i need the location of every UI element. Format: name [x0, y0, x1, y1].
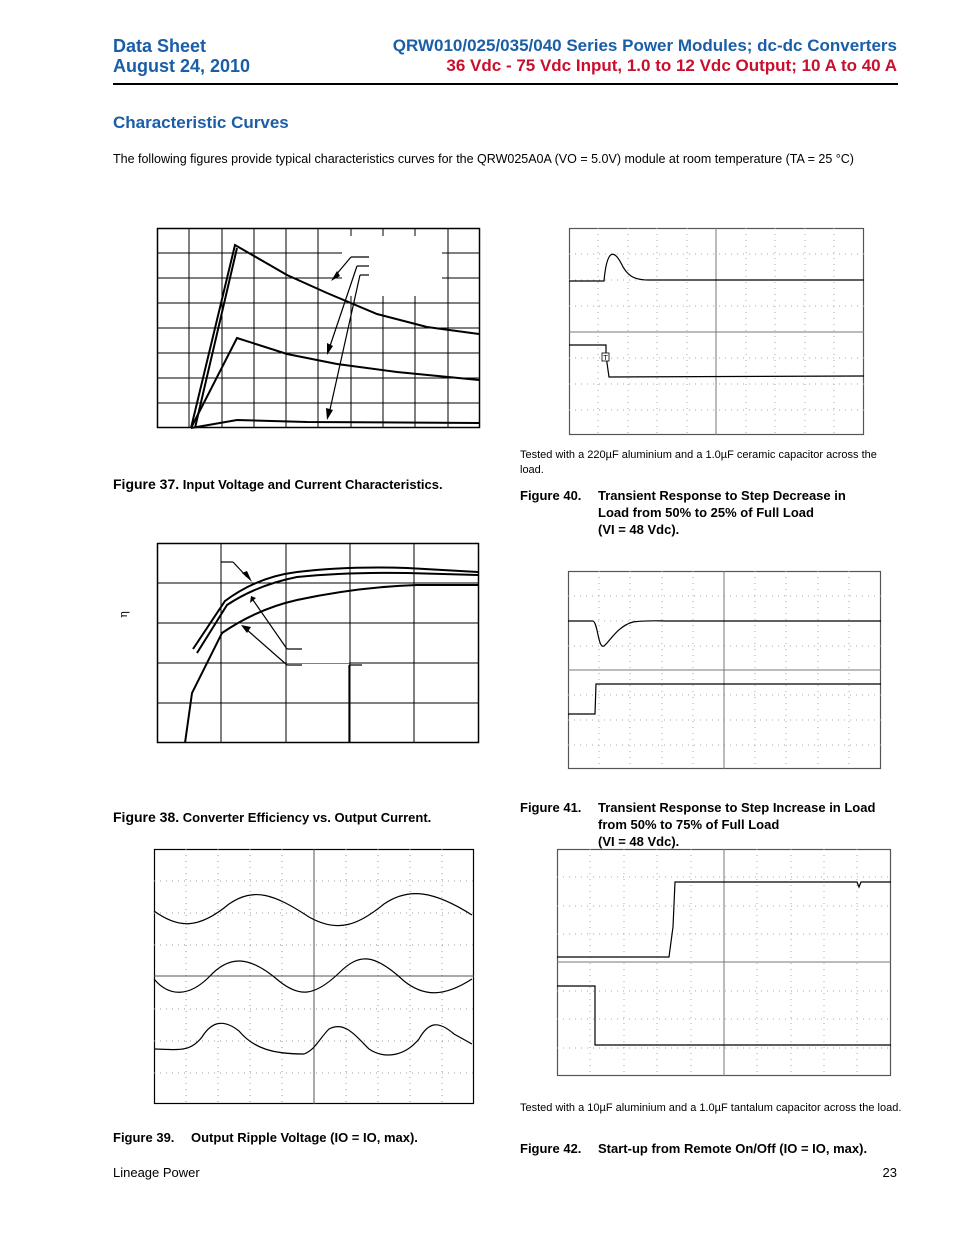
footer-page-number: 23	[882, 1165, 897, 1180]
figure-41-scope	[568, 571, 882, 770]
product-subtitle: 36 Vdc - 75 Vdc Input, 1.0 to 12 Vdc Output; 10 A to 40 A	[446, 56, 897, 75]
figure-39-scope	[154, 849, 475, 1105]
product-title: QRW010/025/035/040 Series Power Modules; dc-dc Converters	[392, 36, 897, 55]
figure-38-chart	[157, 543, 480, 744]
figure-37-caption	[113, 476, 443, 492]
doc-date: August 24, 2010	[113, 56, 251, 76]
figure-40-note: Tested with a 220µF aluminium and a 1.0µF ceramic capacitor across the load.	[520, 449, 877, 476]
figure-37-chart	[157, 228, 481, 429]
figure-39-title: Output Ripple Voltage (IO = IO, max).	[191, 1130, 418, 1145]
figure-40-caption	[520, 487, 900, 539]
figure-40-title-line2: Load from 50% to 25% of Full Load	[598, 505, 814, 520]
section-title: Characteristic Curves	[113, 113, 289, 132]
intro-paragraph: The following figures provide typical characteristics curves for the QRW025A0A (VO = 5.0V) module at room temperature (TA = 25 °C)	[113, 152, 854, 166]
figure-40-title-line3: (VI = 48 Vdc).	[598, 522, 680, 537]
figure-37-title: Input Voltage and Current Characteristics.	[182, 477, 443, 492]
doc-header-left	[113, 36, 250, 76]
figure-38-label: Figure 38.	[113, 809, 180, 825]
figure-41-title-line3: (VI = 48 Vdc).	[598, 834, 680, 849]
figure-42-title: Start-up from Remote On/Off (IO = IO, max).	[598, 1141, 868, 1156]
footer-company: Lineage Power	[113, 1165, 200, 1180]
figure-41-title-line1: Transient Response to Step Increase in Load	[598, 800, 876, 815]
trigger-marker: T	[603, 354, 608, 362]
figure-40-label: Figure 40.	[520, 488, 582, 503]
figure-42-note: Tested with a 10µF aluminium and a 1.0µF tantalum capacitor across the load.	[520, 1102, 902, 1114]
figure-41-caption	[520, 799, 910, 851]
figure-41-label: Figure 41.	[520, 800, 582, 815]
figure-38-title: Converter Efficiency vs. Output Current.	[182, 810, 432, 825]
figure-42-scope	[557, 849, 892, 1077]
figure-42-label: Figure 42.	[520, 1141, 582, 1156]
figure-38-caption	[113, 809, 431, 825]
figure-42-caption	[520, 1140, 910, 1160]
figure-40-title-line1: Transient Response to Step Decrease in	[598, 488, 846, 503]
figure-39-caption	[113, 1129, 493, 1149]
figure-40-scope	[569, 228, 865, 436]
doc-type: Data Sheet	[113, 36, 207, 56]
figure-37-label: Figure 37.	[113, 476, 180, 492]
header-divider	[113, 83, 898, 85]
figure-41-title-line2: from 50% to 75% of Full Load	[598, 817, 780, 832]
doc-header-right	[393, 36, 897, 76]
figure-39-label: Figure 39.	[113, 1130, 175, 1145]
efficiency-axis-symbol: η	[116, 611, 130, 618]
